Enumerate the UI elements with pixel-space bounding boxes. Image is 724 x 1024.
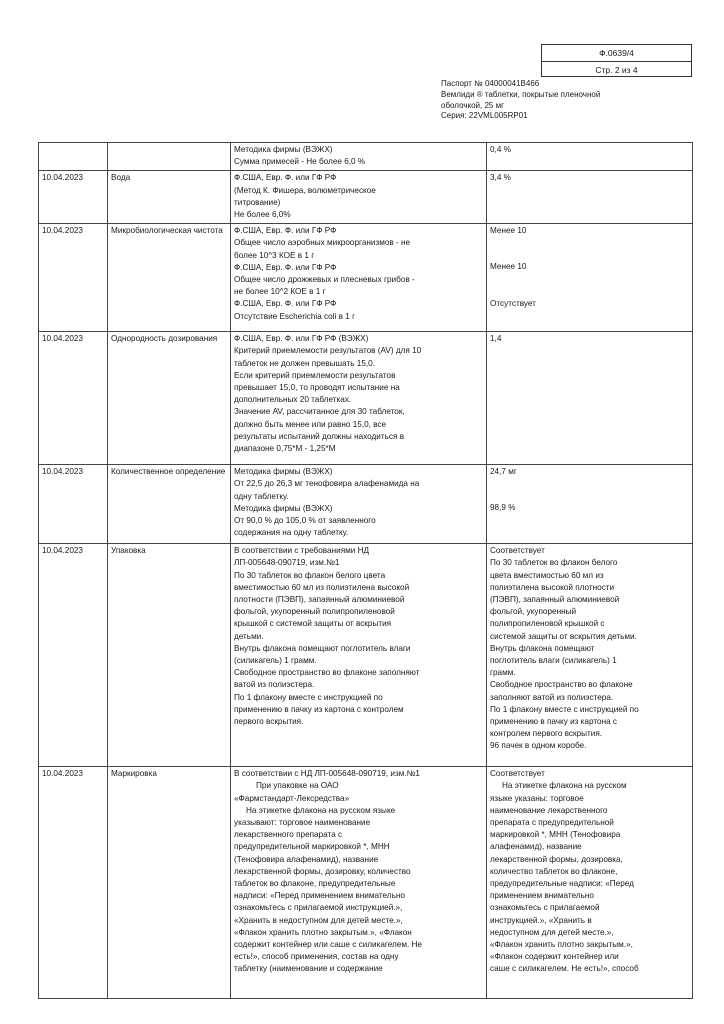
- requirement-line: В соответствии с НД ЛП-005648-090719, изм.№1: [234, 769, 420, 779]
- requirement-line: От 90,0 % до 105,0 % от заявленного: [234, 516, 376, 526]
- test-name: Микробиологическая чистота: [108, 224, 231, 332]
- test-result: [487, 544, 693, 767]
- table-row: [39, 544, 693, 767]
- requirement-line: содержания на одну таблетку.: [234, 528, 349, 538]
- requirement-line: дополнительных 20 таблетках.: [234, 395, 352, 405]
- requirement-line: ознакомьтесь с прилагаемой инструкцией.»,: [234, 903, 403, 913]
- result-line: 24,7 мг: [490, 467, 517, 477]
- result-line: полипропиленовой крышкой с: [490, 619, 605, 629]
- requirement-line: При упаковке на ОАО: [256, 781, 339, 791]
- requirement-line: На этикетке флакона на русском языке: [246, 805, 396, 815]
- requirement-line: По 30 таблеток во флакон белого цвета: [234, 570, 386, 580]
- passport-number: Паспорт № 04000041В466: [441, 79, 540, 88]
- result-line: «Флакон содержит контейнер или: [490, 952, 619, 962]
- result-line: Внутрь флакона помещают: [490, 643, 595, 653]
- requirement-line: Методика фирмы (ВЭЖХ): [234, 145, 333, 154]
- requirement-line: Ф.США, Евр. Ф. или ГФ РФ: [234, 299, 337, 309]
- requirement-line: титрование): [234, 197, 281, 207]
- requirement-line: (силикагель) 1 грамм.: [234, 656, 317, 666]
- result-line: «Флакон хранить плотно закрытым.»,: [490, 940, 633, 950]
- requirement-line: Общее число дрожжевых и плесневых грибов -: [234, 275, 415, 285]
- form-code: Ф.0639/4: [542, 45, 691, 62]
- table-row: [39, 767, 693, 999]
- result-line: Отсутствует: [490, 298, 536, 308]
- requirement-line: Сумма примесей - Не более 6,0 %: [234, 157, 366, 167]
- requirement-line: применению в пачку из картона с контролем: [234, 704, 404, 714]
- result-line: цвета вместимостью 60 мл из: [490, 570, 604, 580]
- result-line: Менее 10: [490, 226, 527, 236]
- result-line: фольгой, укупоренный: [490, 607, 577, 617]
- requirement-line: указывают: торговое наименование: [234, 818, 371, 828]
- table-row: [39, 143, 693, 171]
- requirement-line: «Флакон хранить плотно закрытым.», «Флакон: [234, 927, 412, 937]
- test-date: 10.04.2023: [39, 465, 108, 544]
- table-row: [39, 465, 693, 544]
- requirement-line: Ф.США, Евр. Ф. или ГФ РФ: [234, 173, 337, 183]
- requirement-line: (Метод К. Фишера, волюметрическое: [234, 185, 376, 195]
- test-date: 10.04.2023: [39, 224, 108, 332]
- result-line: 0,4 %: [490, 145, 511, 154]
- requirement-line: «Фармстандарт-Лексредства»: [234, 793, 350, 803]
- test-requirement: [231, 224, 487, 332]
- test-result: [487, 224, 693, 332]
- requirement-line: надписи: «Перед применением внимательно: [234, 891, 405, 901]
- test-date: [39, 143, 108, 171]
- test-name: Упаковка: [108, 544, 231, 767]
- requirement-line: Значение AV, рассчитанное для 30 таблеток,: [234, 407, 405, 417]
- requirement-line: Методика фирмы (ВЭЖХ): [234, 467, 333, 477]
- requirement-line: Ф.США, Евр. Ф. или ГФ РФ: [234, 262, 337, 272]
- requirement-line: не более 10^2 КОЕ в 1 г: [234, 287, 326, 297]
- result-line: грамм.: [490, 668, 516, 678]
- page-number: Стр. 2 из 4: [595, 64, 638, 75]
- passport-info: [441, 79, 681, 122]
- result-line: полиэтилена высокой плотности: [490, 582, 615, 592]
- table-row: [39, 332, 693, 465]
- result-line: Менее 10: [490, 262, 527, 272]
- requirement-line: Свободное пространство во флаконе заполняют: [234, 668, 420, 678]
- requirement-line: В соответствии с требованиями НД: [234, 546, 370, 556]
- test-result: [487, 465, 693, 544]
- result-line: [490, 286, 689, 298]
- requirement-line: плотности (ПЭВП), запаянный алюминиевой: [234, 595, 405, 605]
- result-line: 1,4: [490, 334, 502, 344]
- requirement-line: результаты испытаний должны находиться в: [234, 431, 405, 441]
- result-line: контролем первого вскрытия.: [490, 729, 603, 739]
- test-name: [108, 143, 231, 171]
- result-line: предупредительные надписи: «Перед: [490, 879, 634, 889]
- result-line: наименование лекарственного: [490, 805, 608, 815]
- result-line: ознакомьтесь с прилагаемой: [490, 903, 600, 913]
- requirement-line: таблеток не должен превышать 15,0.: [234, 358, 375, 368]
- requirement-line: «Хранить в недоступном для детей месте.»,: [234, 915, 403, 925]
- requirement-line: таблетку (наименование и содержание: [234, 964, 383, 974]
- result-line: (ПЭВП), запаянный алюминиевой: [490, 595, 620, 605]
- form-code-box: [541, 44, 692, 77]
- requirement-line: лекарственного препарата с: [234, 830, 343, 840]
- test-result: [487, 171, 693, 224]
- requirement-line: ЛП-005648-090719, изм.№1: [234, 558, 340, 568]
- requirement-line: Не более 6,0%: [234, 210, 291, 220]
- requirement-line: более 10^3 КОЕ в 1 г: [234, 250, 315, 260]
- test-date: 10.04.2023: [39, 767, 108, 999]
- requirement-line: диапазоне 0,75*М - 1,25*М: [234, 444, 336, 454]
- result-line: системой защиты от вскрытия детьми.: [490, 631, 637, 641]
- test-requirement: [231, 767, 487, 999]
- result-line: Соответствует: [490, 546, 545, 556]
- result-line: инструкцией.», «Хранить в: [490, 915, 592, 925]
- requirement-line: Ф.США, Евр. Ф. или ГФ РФ (ВЭЖХ): [234, 334, 369, 344]
- result-line: саше с силикагелем. Не есть!», способ: [490, 964, 639, 974]
- result-line: Соответствует: [490, 769, 545, 779]
- result-line: [490, 478, 689, 490]
- requirement-line: Ф.США, Евр. Ф. или ГФ РФ: [234, 226, 337, 236]
- result-line: 3,4 %: [490, 173, 511, 183]
- result-line: По 1 флакону вместе с инструкцией по: [490, 704, 639, 714]
- test-date: 10.04.2023: [39, 544, 108, 767]
- requirement-line: фольгой, укупоренный полипропиленовой: [234, 607, 395, 617]
- requirement-line: предупредительной маркировкой *, МНН: [234, 842, 390, 852]
- test-name: Однородность дозирования: [108, 332, 231, 465]
- requirement-line: Общее число аэробных микроорганизмов - не: [234, 238, 411, 248]
- test-requirement: [231, 143, 487, 171]
- test-requirement: [231, 171, 487, 224]
- requirement-line: лекарственной формы, дозировку, количество: [234, 866, 411, 876]
- requirement-line: содержит контейнер или саше с силикагелем. Не: [234, 940, 422, 950]
- result-line: [490, 237, 689, 249]
- result-line: применением внимательно: [490, 891, 594, 901]
- test-result: [487, 143, 693, 171]
- requirement-line: одну таблетку.: [234, 491, 289, 501]
- test-result: [487, 332, 693, 465]
- result-line: количество таблеток во флаконе,: [490, 866, 618, 876]
- result-line: алафенамид), название: [490, 842, 582, 852]
- result-line: [490, 490, 689, 502]
- result-line: На этикетке флакона на русском: [502, 781, 627, 791]
- table-row: [39, 224, 693, 332]
- result-line: недоступном для детей месте.»,: [490, 927, 614, 937]
- result-line: лекарственной формы, дозировка,: [490, 854, 623, 864]
- result-line: поглотитель влаги (силикагель) 1: [490, 656, 617, 666]
- requirement-line: должно быть менее или равно 15,0, все: [234, 419, 387, 429]
- result-line: [490, 249, 689, 261]
- result-line: маркировкой *, МНН (Тенофовира: [490, 830, 621, 840]
- result-line: [490, 274, 689, 286]
- result-line: препарата с предупредительной: [490, 818, 614, 828]
- test-name: Количественное определение: [108, 465, 231, 544]
- result-line: Свободное пространство во флаконе: [490, 680, 633, 690]
- requirement-line: таблеток во флаконе, предупредительные: [234, 879, 396, 889]
- requirement-line: (Тенофовира алафенамид), название: [234, 854, 379, 864]
- requirement-line: Внутрь флакона помещают поглотитель влаги: [234, 643, 411, 653]
- requirement-line: Если критерий приемлемости результатов: [234, 370, 396, 380]
- requirement-line: От 22,5 до 26,3 мг тенофовира алафенамида на: [234, 479, 420, 489]
- batch-series: Серия: 22VML005RP01: [441, 111, 528, 121]
- product-form: оболочкой, 25 мг: [441, 100, 504, 110]
- requirement-line: Критерий приемлемости результатов (AV) для 10: [234, 346, 422, 356]
- requirement-line: крышкой с системой защиты от вскрытия: [234, 619, 392, 629]
- result-line: 96 пачек в одном коробе.: [490, 741, 587, 751]
- table-row: [39, 171, 693, 224]
- requirement-line: есть!», способ применения, состав на одну: [234, 952, 399, 962]
- requirement-line: ватой из полиэстера.: [234, 680, 315, 690]
- test-requirement: [231, 544, 487, 767]
- result-line: языке указаны: торговое: [490, 793, 584, 803]
- test-date: 10.04.2023: [39, 171, 108, 224]
- product-name: Вемлиди ® таблетки, покрытые пленочной: [441, 89, 601, 99]
- requirement-line: вместимостью 60 мл из полиэтилена высокой: [234, 582, 410, 592]
- test-result: [487, 767, 693, 999]
- result-line: 98,9 %: [490, 503, 516, 513]
- requirement-line: По 1 флакону вместе с инструкцией по: [234, 692, 383, 702]
- test-requirement: [231, 465, 487, 544]
- requirement-line: детьми.: [234, 631, 264, 641]
- test-requirement: [231, 332, 487, 465]
- requirement-line: превышает 15,0, то проводят испытание на: [234, 383, 400, 393]
- result-line: По 30 таблеток во флакон белого: [490, 558, 618, 568]
- requirement-line: первого вскрытия.: [234, 717, 304, 727]
- requirement-line: Методика фирмы (ВЭЖХ): [234, 503, 333, 513]
- test-name: Маркировка: [108, 767, 231, 999]
- result-line: заполняют ватой из полиэстера.: [490, 692, 614, 702]
- test-name: Вода: [108, 171, 231, 224]
- requirement-line: Отсутствие Escherichia coli в 1 г: [234, 311, 356, 321]
- test-results-table: [38, 142, 693, 999]
- test-date: 10.04.2023: [39, 332, 108, 465]
- result-line: применению в пачку из картона с: [490, 717, 618, 727]
